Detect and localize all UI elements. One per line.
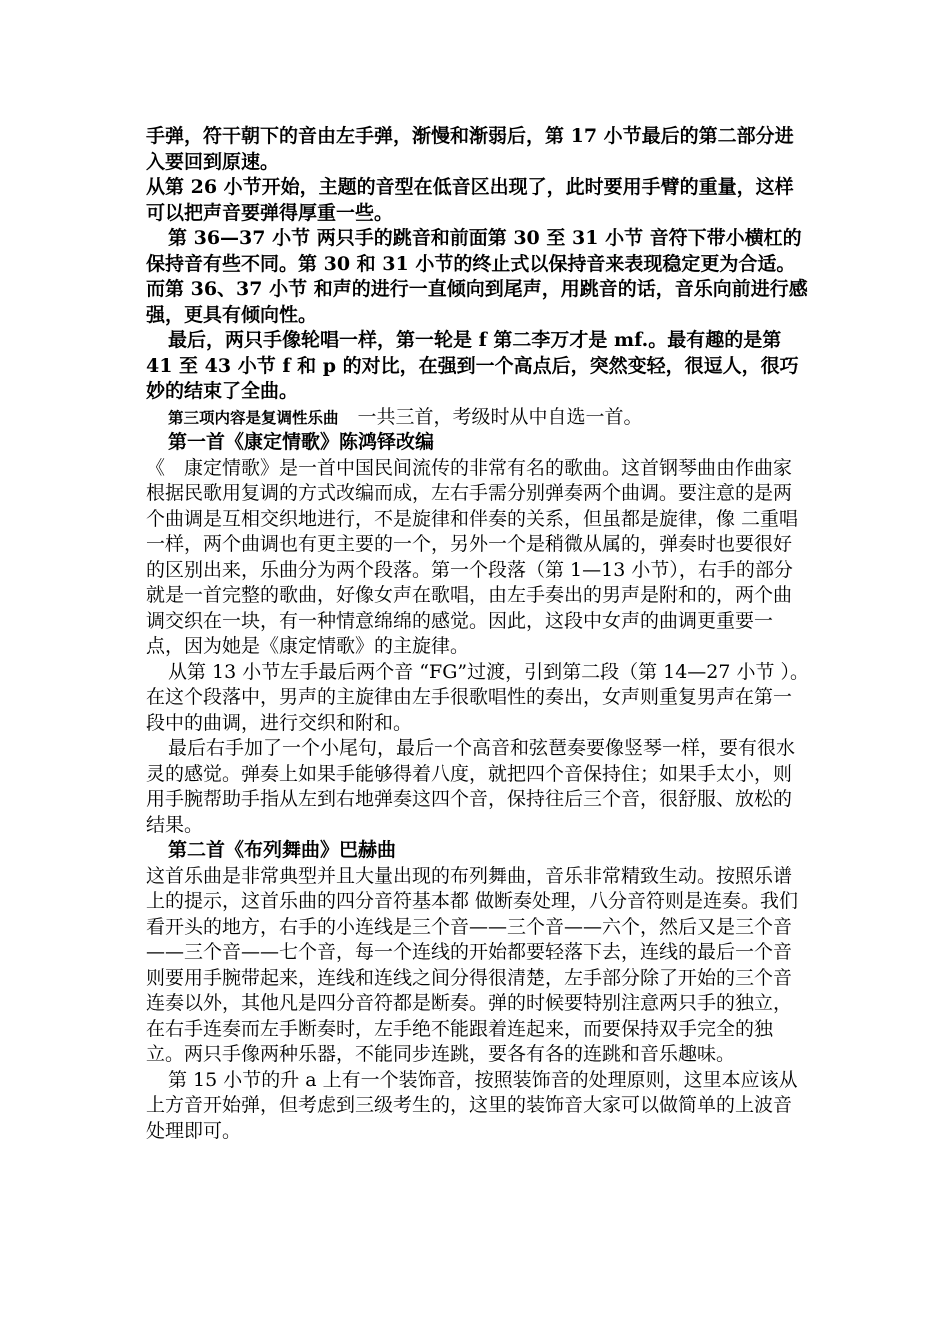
paragraph-continued: 手弹，符干朝下的音由左手弹，渐慢和渐弱后，第 17 小节最后的第二部分进入要回到原速。 bbox=[146, 125, 794, 173]
section-3-intro bbox=[146, 405, 810, 431]
paragraph-bourree-ornament: 第 15 小节的升 a 上有一个装饰音，按照装饰音的处理原则，这里本应该从上方音开始弹，但考虑到三级考生的，这里的装饰音大家可以做简单的上波音处理即可。 bbox=[146, 1068, 798, 1142]
heading-piece-2: 第二首《布列舞曲》巴赫曲 bbox=[168, 839, 397, 861]
paragraph-bar-36-37: 第 36—37 小节 两只手的跳音和前面第 30 至 31 小节 音符下带小横杠的保持音有些不同。第 30 和 31 小节的终止式以保持音来表现稳定更为合适。 bbox=[146, 227, 802, 275]
paragraph-kangding-section-2: 从第 13 小节左手最后两个音 “FG”过渡，引到第二段（第 14—27 小节 ）。在这个段落中，男声的主旋律由左手很歌唱性的奏出，女声则重复男声在第一段中的曲调，进行交织和附和。 bbox=[146, 660, 810, 734]
document-body bbox=[146, 124, 810, 1144]
paragraph-bourree-intro: 这首乐曲是非常典型并且大量出现的布列舞曲，音乐非常精致生动。按照乐谱上的提示，这首乐曲的四分音符基本都 做断奏处理，八分音符则是连奏。我们看开头的地方，右手的小连线是三个音——三个音——六个，然后又是三个音——三个音——七个音，每一个连线的开始都要轻落下去，连线的最后一个音则要用手腕带起来，连线和连线之间分得很清楚，左手部分除了开始的三个音连奏以外，其他凡是四分音符都是断奏。弹的时候要特别注意两只手的独立，在右手连奏而左手断奏时，左手绝不能跟着连起来，而要保持双手完全的独立。两只手像两种乐器，不能同步连跳，要各有各的连跳和音乐趣味。 bbox=[146, 864, 799, 1065]
paragraph-kangding-ending: 最后右手加了一个小尾句，最后一个高音和弦琶奏要像竖琴一样，要有很水灵的感觉。弹奏上如果手能够得着八度，就把四个音保持住；如果手太小，则用手腕帮助手指从左到右地弹奏这四个音，保持往后三个音，很舒服、放松的结果。 bbox=[146, 737, 796, 836]
paragraph-bar-26: 从第 26 小节开始，主题的音型在低音区出现了，此时要用手臂的重量，这样可以把声音要弹得厚重一些。 bbox=[146, 176, 794, 224]
paragraph-bar-36-37-harmony: 而第 36、37 小节 和声的进行一直倾向到尾声，用跳音的话，音乐向前进行感强，更具有倾向性。 bbox=[146, 278, 808, 326]
paragraph-kangding-intro: 《 康定情歌》是一首中国民间流传的非常有名的歌曲。这首钢琴曲由作曲家根据民歌用复调的方式改编而成，左右手需分别弹奏两个曲调。要注意的是两个曲调是互相交织地进行，不是旋律和伴奏的关系，但虽都是旋律，像 二重唱一样，两个曲调也有更主要的一个，另外一个是稍微从属的，弹奏时也要很好的区别出来，乐曲分为两个段落。第一个段落（第 1—13 小节），右手的部分就是一首完整的歌曲，好像女声在歌唱，由左手奏出的男声是附和的，两个曲调交织在一块，有一种情意绵绵的感觉。因此，这段中女声的曲调更重要一点，因为她是《康定情歌》的主旋律。 bbox=[146, 456, 799, 657]
heading-piece-1: 第一首《康定情歌》陈鸿铎改编 bbox=[168, 431, 435, 453]
section-3-tail: 一共三首，考级时从中自选一首。 bbox=[357, 405, 643, 428]
section-3-label: 第三项内容是复调性乐曲 bbox=[168, 407, 339, 427]
paragraph-ending: 最后，两只手像轮唱一样，第一轮是 f 第二李万才是 mf.。最有趣的是第 41 至 43 小节 f 和 p 的对比，在强到一个高点后，突然变轻，很逗人，很巧妙的结束了全曲。 bbox=[146, 329, 799, 402]
